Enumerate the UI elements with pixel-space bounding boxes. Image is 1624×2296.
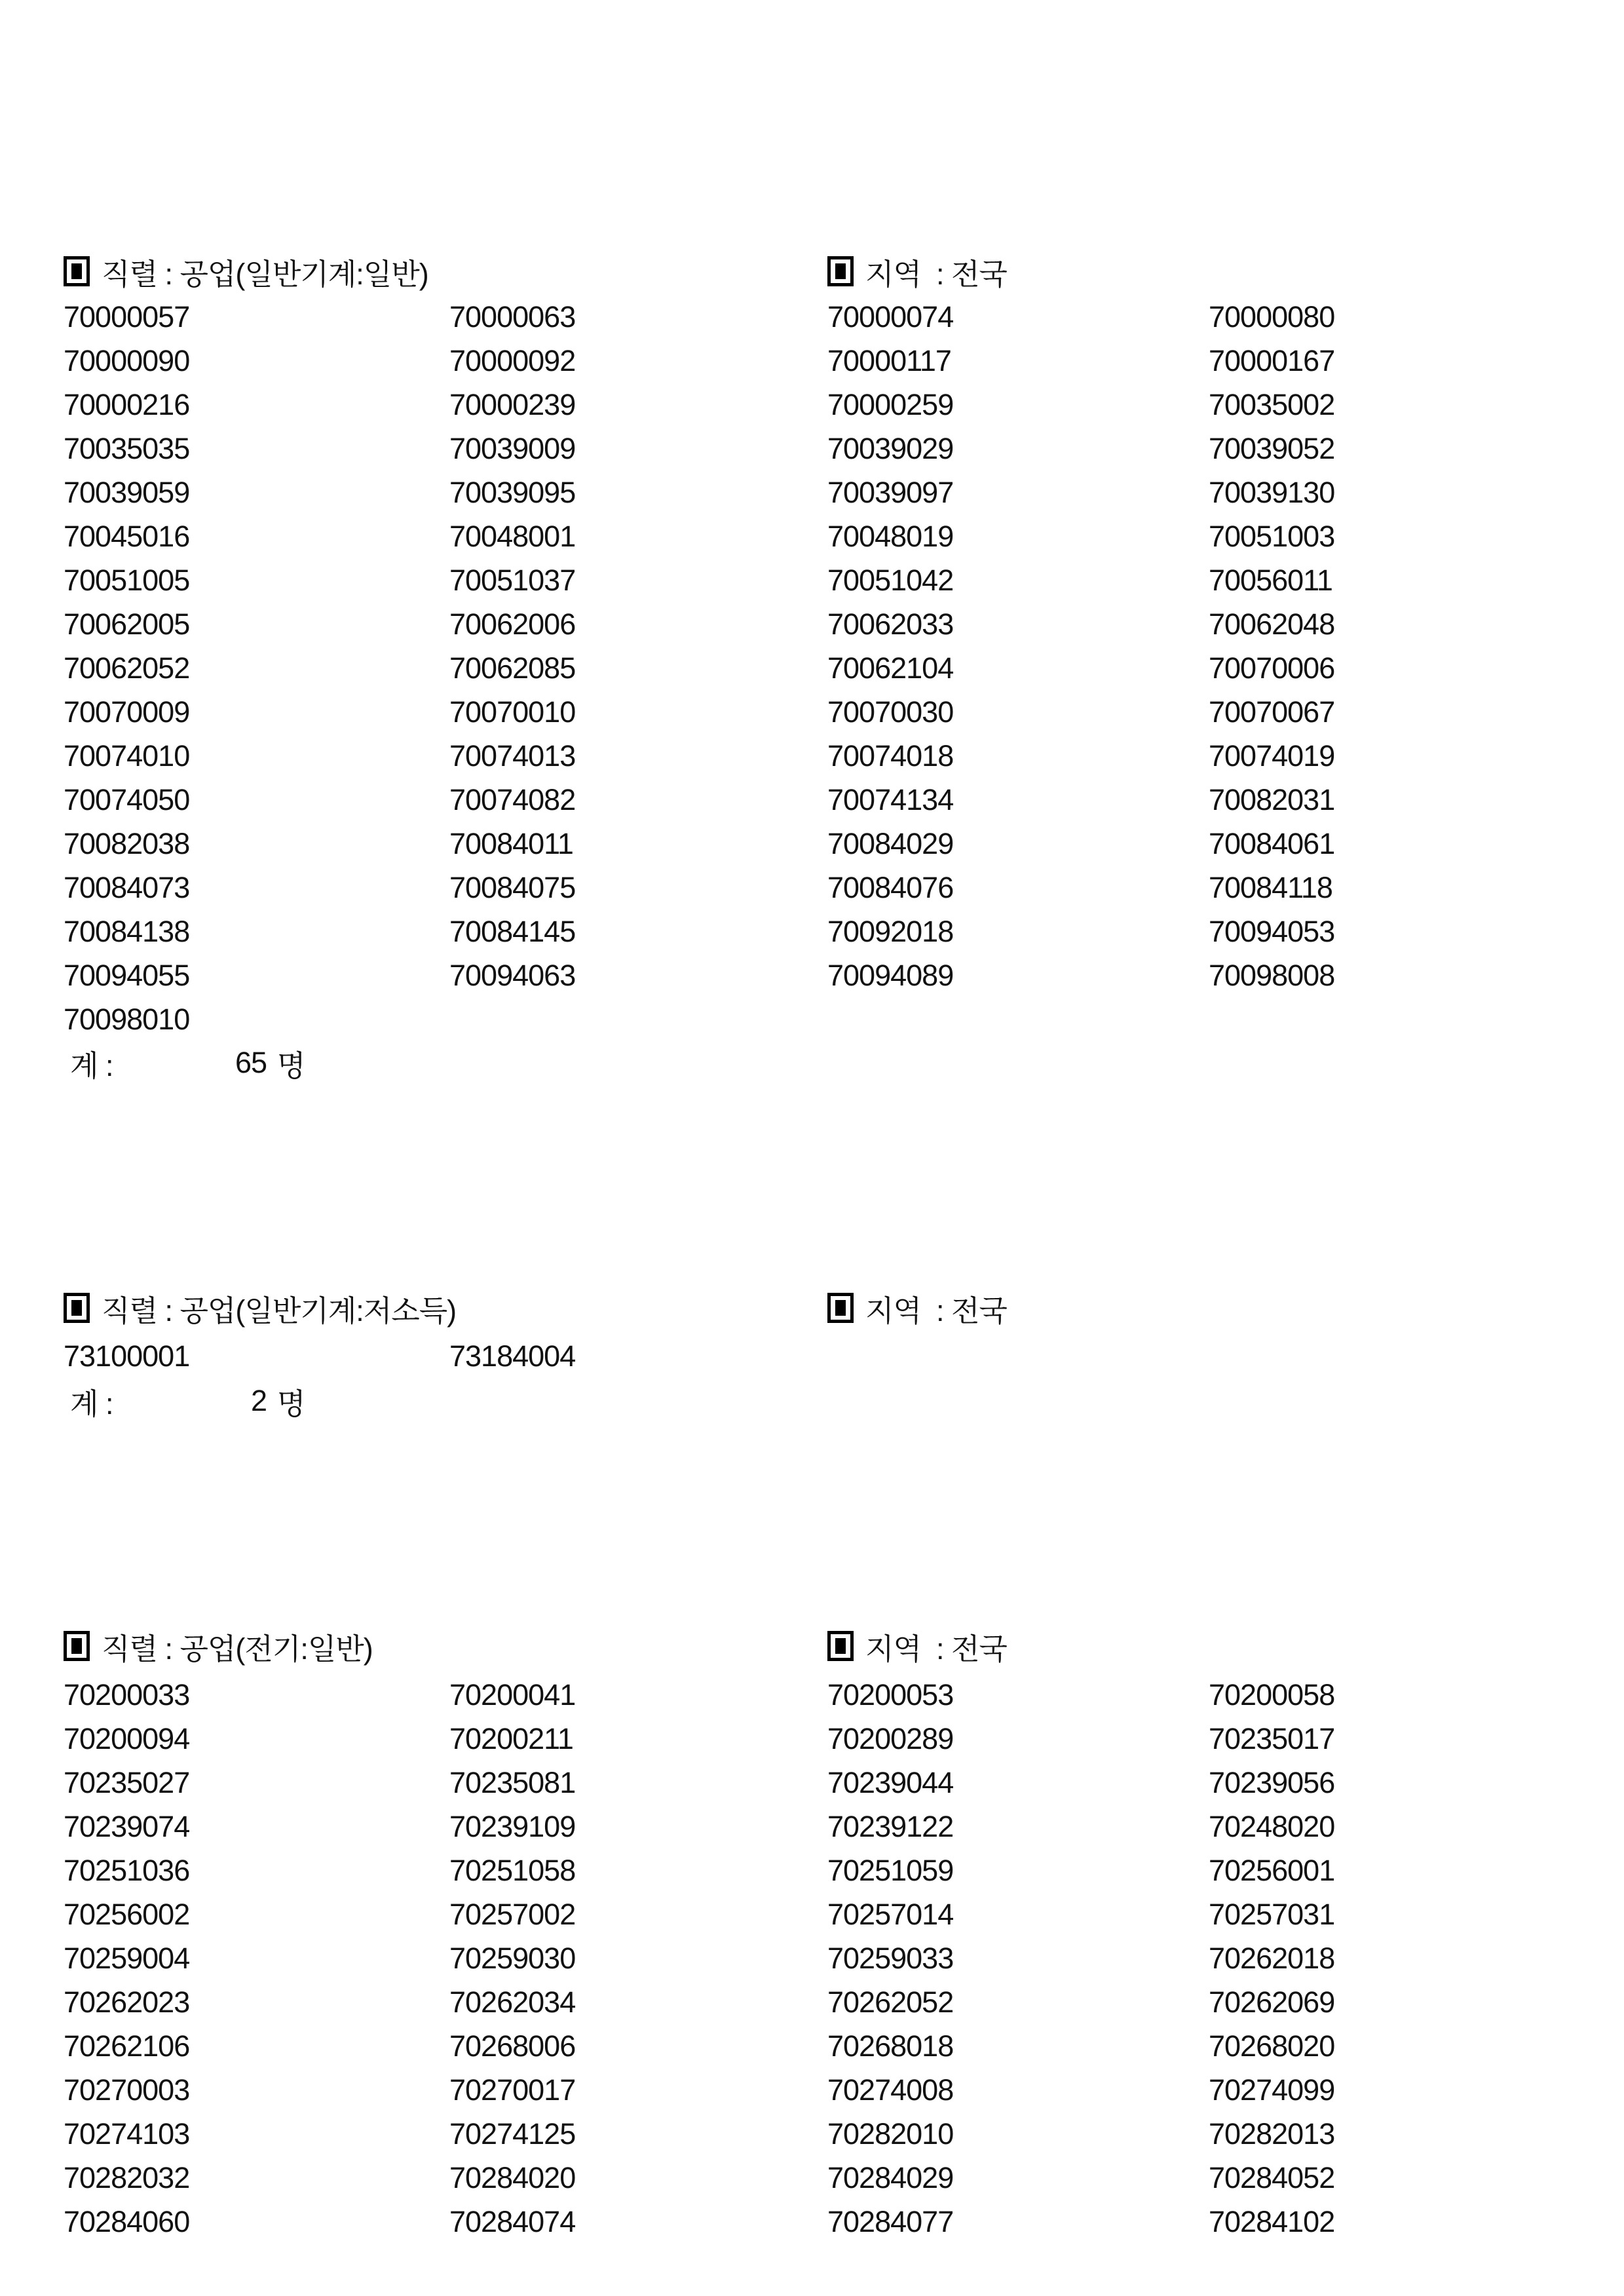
applicant-number: 70039009 bbox=[449, 431, 576, 465]
applicant-number: 70239109 bbox=[449, 1809, 576, 1843]
applicant-number: 70084011 bbox=[449, 826, 573, 860]
applicant-number: 70257031 bbox=[1209, 1897, 1335, 1931]
applicant-number: 70051003 bbox=[1209, 519, 1335, 553]
section-3-region-label: 지역 : 전국 bbox=[865, 1632, 1007, 1666]
applicant-number: 70284077 bbox=[827, 2204, 954, 2238]
applicant-number: 70256001 bbox=[1209, 1853, 1335, 1887]
applicant-number: 70084076 bbox=[827, 870, 954, 904]
applicant-number: 70094053 bbox=[1209, 914, 1335, 948]
applicant-number: 70239056 bbox=[1209, 1765, 1335, 1799]
applicant-number: 70051005 bbox=[64, 563, 190, 597]
section-2-total-row bbox=[64, 1384, 305, 1421]
applicant-number: 70074019 bbox=[1209, 738, 1335, 773]
applicant-number: 70268006 bbox=[449, 2029, 576, 2063]
applicant-number: 70039059 bbox=[64, 475, 190, 509]
section-marker-icon bbox=[827, 256, 854, 286]
applicant-number: 70000167 bbox=[1209, 343, 1335, 377]
applicant-number: 70200058 bbox=[1209, 1677, 1335, 1712]
total-unit: 명 bbox=[277, 1048, 305, 1082]
applicant-number: 70284020 bbox=[449, 2160, 576, 2194]
section-3-region bbox=[827, 1629, 1007, 1666]
applicant-number: 70070010 bbox=[449, 695, 576, 729]
applicant-number: 70200041 bbox=[449, 1677, 576, 1712]
applicant-number: 70282032 bbox=[64, 2160, 190, 2194]
section-1-category bbox=[64, 250, 428, 293]
applicant-number: 70074082 bbox=[449, 782, 576, 816]
applicant-number: 70257002 bbox=[449, 1897, 576, 1931]
applicant-number: 70235027 bbox=[64, 1765, 190, 1799]
applicant-number: 70262052 bbox=[827, 1985, 954, 2019]
applicant-number: 70239044 bbox=[827, 1765, 954, 1799]
applicant-number: 70262018 bbox=[1209, 1941, 1335, 1975]
section-1-region bbox=[827, 254, 1007, 291]
applicant-number: 70062104 bbox=[827, 651, 954, 685]
applicant-number: 70274103 bbox=[64, 2116, 190, 2151]
section-1-header bbox=[64, 254, 1560, 291]
applicant-number: 70284102 bbox=[1209, 2204, 1335, 2238]
section-2-category bbox=[64, 1287, 456, 1330]
applicant-number: 70035002 bbox=[1209, 387, 1335, 421]
applicant-number: 70074050 bbox=[64, 782, 190, 816]
applicant-number: 73184004 bbox=[449, 1339, 576, 1373]
applicant-number: 70256002 bbox=[64, 1897, 190, 1931]
applicant-number: 70284052 bbox=[1209, 2160, 1335, 2194]
section-marker-inner bbox=[835, 263, 846, 279]
applicant-number: 70200053 bbox=[827, 1677, 954, 1712]
applicant-number: 70268020 bbox=[1209, 2029, 1335, 2063]
section-marker-inner bbox=[71, 1638, 82, 1654]
applicant-number: 70251058 bbox=[449, 1853, 576, 1887]
section-1-number-grid bbox=[64, 295, 1560, 1041]
applicant-number: 70259004 bbox=[64, 1941, 190, 1975]
applicant-number: 70000117 bbox=[827, 343, 951, 377]
applicant-number: 70200033 bbox=[64, 1677, 190, 1712]
total-label: 계 : bbox=[70, 1048, 113, 1082]
applicant-number: 70098008 bbox=[1209, 958, 1335, 992]
applicant-number: 70082038 bbox=[64, 826, 190, 860]
applicant-number: 70084061 bbox=[1209, 826, 1335, 860]
applicant-number: 70082031 bbox=[1209, 782, 1335, 816]
applicant-number: 70284029 bbox=[827, 2160, 954, 2194]
applicant-number: 70062033 bbox=[827, 607, 954, 641]
section-3-category bbox=[64, 1625, 373, 1668]
applicant-number: 70239074 bbox=[64, 1809, 190, 1843]
applicant-number: 70259033 bbox=[827, 1941, 954, 1975]
section-marker-icon bbox=[827, 1293, 854, 1323]
applicant-number: 70268018 bbox=[827, 2029, 954, 2063]
applicant-number: 70000090 bbox=[64, 343, 190, 377]
applicant-number: 70084138 bbox=[64, 914, 190, 948]
total-count: 2 bbox=[250, 1384, 267, 1417]
applicant-number: 70262034 bbox=[449, 1985, 576, 2019]
section-marker-icon bbox=[64, 1631, 90, 1661]
applicant-number: 70048001 bbox=[449, 519, 576, 553]
total-count: 65 bbox=[235, 1046, 267, 1079]
applicant-number: 70248020 bbox=[1209, 1809, 1335, 1843]
applicant-number: 70062005 bbox=[64, 607, 190, 641]
applicant-number: 70051037 bbox=[449, 563, 576, 597]
section-2-number-grid bbox=[64, 1334, 1560, 1378]
applicant-number: 70235017 bbox=[1209, 1721, 1335, 1755]
applicant-number: 70000057 bbox=[64, 299, 190, 334]
section-marker-icon bbox=[827, 1631, 854, 1661]
applicant-number: 70200211 bbox=[449, 1721, 573, 1755]
section-3-category-label: 직렬 : 공업(전기:일반) bbox=[102, 1632, 373, 1666]
section-marker-icon bbox=[64, 256, 90, 286]
applicant-number: 70284074 bbox=[449, 2204, 576, 2238]
applicant-number: 70070067 bbox=[1209, 695, 1335, 729]
applicant-number: 70000074 bbox=[827, 299, 954, 334]
applicant-number: 70094055 bbox=[64, 958, 190, 992]
applicant-number: 70070030 bbox=[827, 695, 954, 729]
applicant-number: 70084029 bbox=[827, 826, 954, 860]
section-1-category-label: 직렬 : 공업(일반기계:일반) bbox=[102, 257, 428, 291]
total-unit: 명 bbox=[277, 1387, 305, 1421]
applicant-number: 70251036 bbox=[64, 1853, 190, 1887]
applicant-number: 70039130 bbox=[1209, 475, 1335, 509]
applicant-number: 70000216 bbox=[64, 387, 190, 421]
applicant-number: 70274099 bbox=[1209, 2073, 1335, 2107]
applicant-number: 70056011 bbox=[1209, 563, 1332, 597]
section-2-region-label: 지역 : 전국 bbox=[865, 1293, 1007, 1328]
applicant-number: 70000092 bbox=[449, 343, 576, 377]
section-marker-inner bbox=[71, 1300, 82, 1316]
applicant-number: 70062052 bbox=[64, 651, 190, 685]
applicant-number: 70262106 bbox=[64, 2029, 190, 2063]
applicant-number: 70000259 bbox=[827, 387, 954, 421]
applicant-number: 70284060 bbox=[64, 2204, 190, 2238]
total-label: 계 : bbox=[70, 1387, 113, 1421]
applicant-number: 70000080 bbox=[1209, 299, 1335, 334]
applicant-number: 70039052 bbox=[1209, 431, 1335, 465]
section-2-category-label: 직렬 : 공업(일반기계:저소득) bbox=[102, 1293, 457, 1328]
section-marker-inner bbox=[71, 263, 82, 279]
applicant-number: 70084075 bbox=[449, 870, 576, 904]
applicant-number: 70000063 bbox=[449, 299, 576, 334]
applicant-number: 70062085 bbox=[449, 651, 576, 685]
section-2-region bbox=[827, 1291, 1007, 1328]
applicant-number: 70094063 bbox=[449, 958, 576, 992]
applicant-number: 70282010 bbox=[827, 2116, 954, 2151]
applicant-number: 70039095 bbox=[449, 475, 576, 509]
applicant-number: 70092018 bbox=[827, 914, 954, 948]
applicant-number: 70262069 bbox=[1209, 1985, 1335, 2019]
applicant-number: 70098010 bbox=[64, 1002, 190, 1036]
applicant-number: 70070006 bbox=[1209, 651, 1335, 685]
applicant-number: 70270017 bbox=[449, 2073, 576, 2107]
section-2-header bbox=[64, 1291, 1560, 1328]
applicant-number: 70039097 bbox=[827, 475, 954, 509]
applicant-number: 70282013 bbox=[1209, 2116, 1335, 2151]
applicant-number: 70000239 bbox=[449, 387, 576, 421]
section-marker-icon bbox=[64, 1293, 90, 1323]
applicant-number: 70239122 bbox=[827, 1809, 954, 1843]
section-1-total-row bbox=[64, 1046, 305, 1080]
applicant-number: 70045016 bbox=[64, 519, 190, 553]
applicant-number: 70062006 bbox=[449, 607, 576, 641]
applicant-number: 70274125 bbox=[449, 2116, 576, 2151]
applicant-number: 70094089 bbox=[827, 958, 954, 992]
applicant-number: 70235081 bbox=[449, 1765, 576, 1799]
applicant-number: 70262023 bbox=[64, 1985, 190, 2019]
applicant-number: 70257014 bbox=[827, 1897, 954, 1931]
applicant-number: 70074010 bbox=[64, 738, 190, 773]
applicant-number: 70084145 bbox=[449, 914, 576, 948]
section-1-region-label: 지역 : 전국 bbox=[865, 257, 1007, 291]
section-marker-inner bbox=[835, 1638, 846, 1654]
applicant-number: 70074134 bbox=[827, 782, 954, 816]
applicant-number: 70074018 bbox=[827, 738, 954, 773]
section-marker-inner bbox=[835, 1300, 846, 1316]
applicant-number: 70084073 bbox=[64, 870, 190, 904]
applicant-number: 70035035 bbox=[64, 431, 190, 465]
applicant-number: 70070009 bbox=[64, 695, 190, 729]
applicant-number: 70259030 bbox=[449, 1941, 576, 1975]
applicant-number: 70270003 bbox=[64, 2073, 190, 2107]
section-3-header bbox=[64, 1629, 1560, 1666]
applicant-number: 70200289 bbox=[827, 1721, 954, 1755]
applicant-number: 70039029 bbox=[827, 431, 954, 465]
applicant-number: 70048019 bbox=[827, 519, 954, 553]
applicant-number: 70051042 bbox=[827, 563, 954, 597]
section-3-number-grid bbox=[64, 1673, 1560, 2244]
applicant-number: 70251059 bbox=[827, 1853, 954, 1887]
applicant-number: 70084118 bbox=[1209, 870, 1332, 904]
applicant-number: 70062048 bbox=[1209, 607, 1335, 641]
applicant-number: 70074013 bbox=[449, 738, 576, 773]
applicant-number: 70274008 bbox=[827, 2073, 954, 2107]
applicant-number: 70200094 bbox=[64, 1721, 190, 1755]
applicant-number: 73100001 bbox=[64, 1339, 190, 1373]
